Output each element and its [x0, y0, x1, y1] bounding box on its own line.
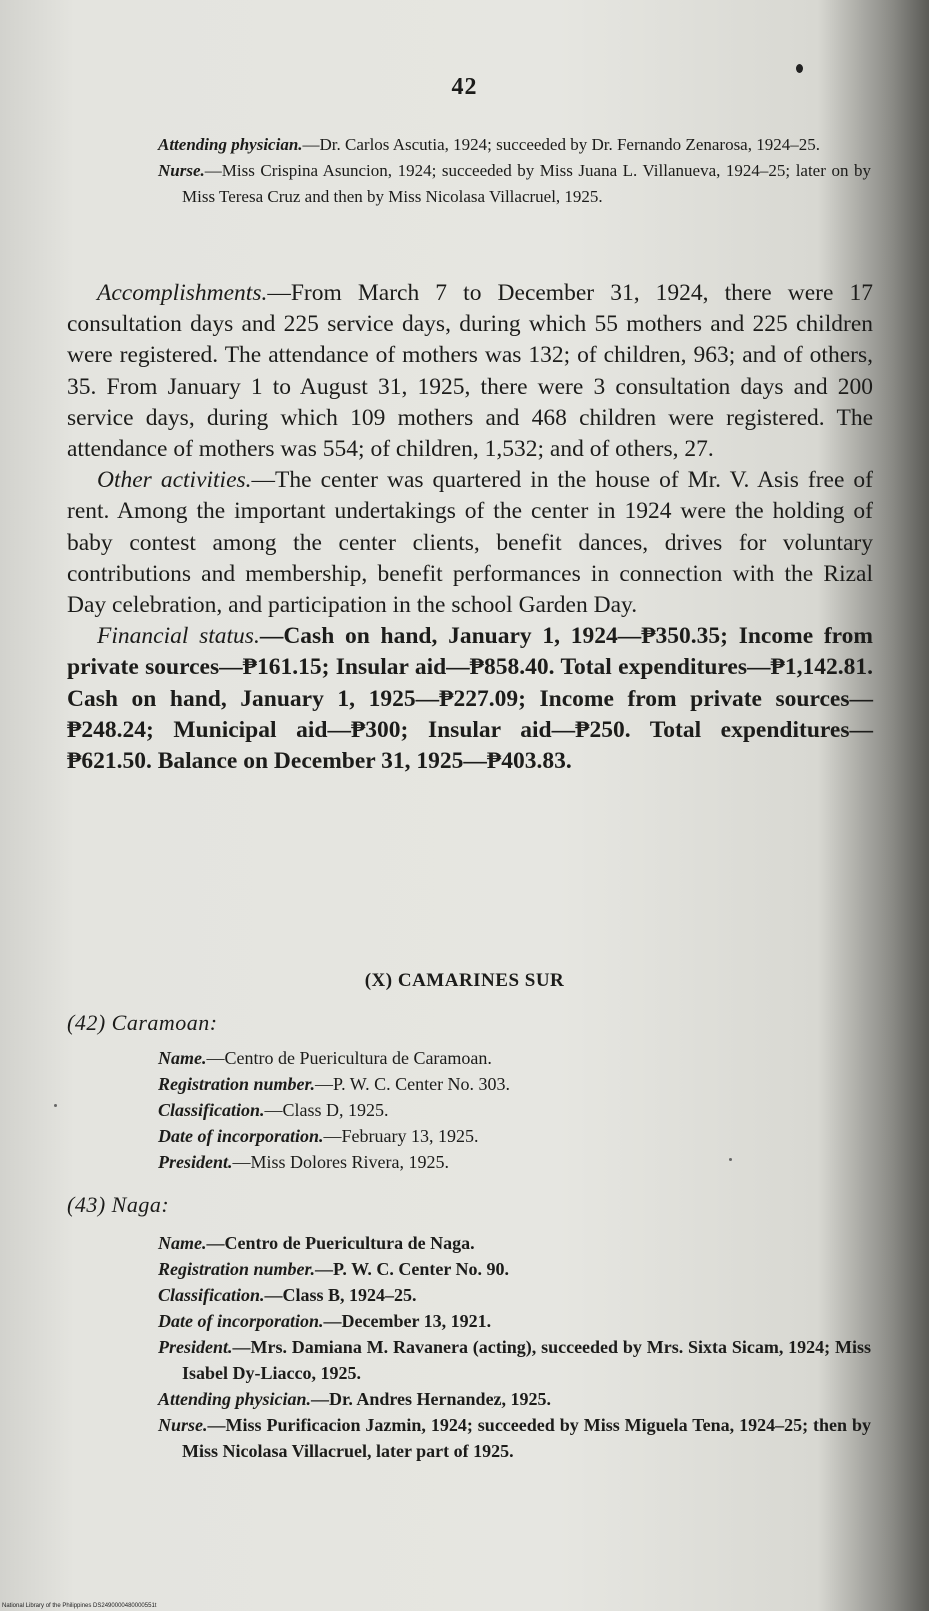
paragraph-text: —The center was quartered in the house of Mr. V. Asis free of rent. Among the important undertakings of the center in 1924 were the holding of baby contest among the center clients, benefit dances, drives for voluntary contributions and membership, benefit performances in connection with the Rizal Day celebration, and participation in the school Garden Day. — [67, 467, 873, 619]
entry-line — [158, 1045, 871, 1071]
entry-line — [158, 1386, 871, 1412]
field-label: Attending physician. — [158, 135, 303, 154]
field-value: —P. W. C. Center No. 90. — [315, 1259, 510, 1279]
entry-line — [158, 1334, 871, 1386]
field-value: —Class D, 1925. — [264, 1100, 389, 1120]
paragraph-label: Other activities. — [97, 467, 252, 494]
field-value: —Miss Dolores Rivera, 1925. — [232, 1152, 449, 1172]
field-label: Registration number. — [158, 1259, 316, 1279]
field-value: —February 13, 1925. — [323, 1126, 479, 1146]
entry-line — [158, 1071, 871, 1097]
field-value: —Class B, 1924–25. — [264, 1285, 417, 1305]
entry-line — [158, 1412, 871, 1464]
field-label: Date of incorporation. — [158, 1311, 324, 1331]
field-label: Name. — [158, 1233, 207, 1253]
field-label: Date of incorporation. — [158, 1126, 324, 1146]
paragraph-text: —Cash on hand, January 1, 1924—₱350.35; Income from private sources—₱161.15; Insular aid—₱858.40. Total expenditures—₱1,142.81. Cash on hand, January 1, 1925—₱227.09; Income from private sources—₱248.24; Municipal aid—₱300; Insular aid—₱250. Total expenditures—₱621.50. Balance on December 31, 1925—₱403.83. — [67, 623, 873, 775]
entry-heading-naga: (43) Naga: — [67, 1192, 170, 1217]
field-label: President. — [158, 1337, 233, 1357]
attending-physician-line — [158, 132, 871, 158]
main-text — [67, 278, 873, 777]
field-value: —Centro de Puericultura de Caramoan. — [206, 1048, 492, 1068]
field-label: Classification. — [158, 1285, 265, 1305]
entry-line — [158, 1282, 871, 1308]
staff-block — [158, 132, 871, 210]
field-value: —Miss Purificacion Jazmin, 1924; succeeded by Miss Miguela Tena, 1924–25; then by Miss Nicolasa Villacruel, later part of 1925. — [182, 1415, 871, 1461]
field-label: President. — [158, 1152, 233, 1172]
library-footer: National Library of the Philippines DS2490000480000551t — [2, 1603, 157, 1609]
field-value: —Dr. Andres Hernandez, 1925. — [311, 1389, 552, 1409]
field-label: Nurse. — [158, 1415, 208, 1435]
other-activities-paragraph — [67, 465, 873, 621]
entry-line — [158, 1149, 871, 1175]
ink-speck — [796, 64, 803, 73]
field-value: —Dr. Carlos Ascutia, 1924; succeeded by Dr. Fernando Zenarosa, 1924–25. — [302, 135, 820, 154]
field-value: —Mrs. Damiana M. Ravanera (acting), succeeded by Mrs. Sixta Sicam, 1924; Miss Isabel Dy-Liacco, 1925. — [182, 1337, 871, 1383]
financial-status-paragraph — [67, 621, 873, 777]
nurse-line — [158, 158, 871, 210]
field-label: Name. — [158, 1048, 207, 1068]
field-value: —Centro de Puericultura de Naga. — [206, 1233, 475, 1253]
entry-caramoan — [158, 1045, 871, 1175]
entry-line — [158, 1123, 871, 1149]
entry-line — [158, 1256, 871, 1282]
paragraph-label: Accomplishments. — [97, 280, 268, 306]
speck — [54, 1104, 57, 1107]
field-value: —December 13, 1921. — [323, 1311, 492, 1331]
accomplishments-paragraph — [67, 278, 873, 465]
entry-heading-caramoan: (42) Caramoan: — [67, 1010, 218, 1035]
entry-line — [158, 1097, 871, 1123]
paragraph-text: —From March 7 to December 31, 1924, there were 17 consultation days and 225 service days, during which 55 mothers and 225 children were registered. The attendance of mothers was 132; of children, 963; and of others, 35. From January 1 to August 31, 1925, there were 3 consultation days and 200 service days, during which 109 mothers and 468 children were registered. The attendance of mothers was 554; of children, 1,532; and of others, 27. — [67, 280, 873, 463]
entry-naga — [158, 1230, 871, 1464]
field-label: Attending physician. — [158, 1389, 312, 1409]
entry-line — [158, 1230, 871, 1256]
field-label: Classification. — [158, 1100, 265, 1120]
field-label: Nurse. — [158, 161, 205, 180]
field-value: —P. W. C. Center No. 303. — [315, 1074, 511, 1094]
paragraph-label: Financial status. — [97, 623, 260, 650]
section-heading: (X) CAMARINES SUR — [364, 970, 565, 991]
page-number: 42 — [451, 74, 478, 100]
field-value: —Miss Crispina Asuncion, 1924; succeeded by Miss Juana L. Villanueva, 1924–25; later on by Miss Teresa Cruz and then by Miss Nicolasa Villacruel, 1925. — [182, 161, 871, 206]
field-label: Registration number. — [158, 1074, 316, 1094]
entry-line — [158, 1308, 871, 1334]
